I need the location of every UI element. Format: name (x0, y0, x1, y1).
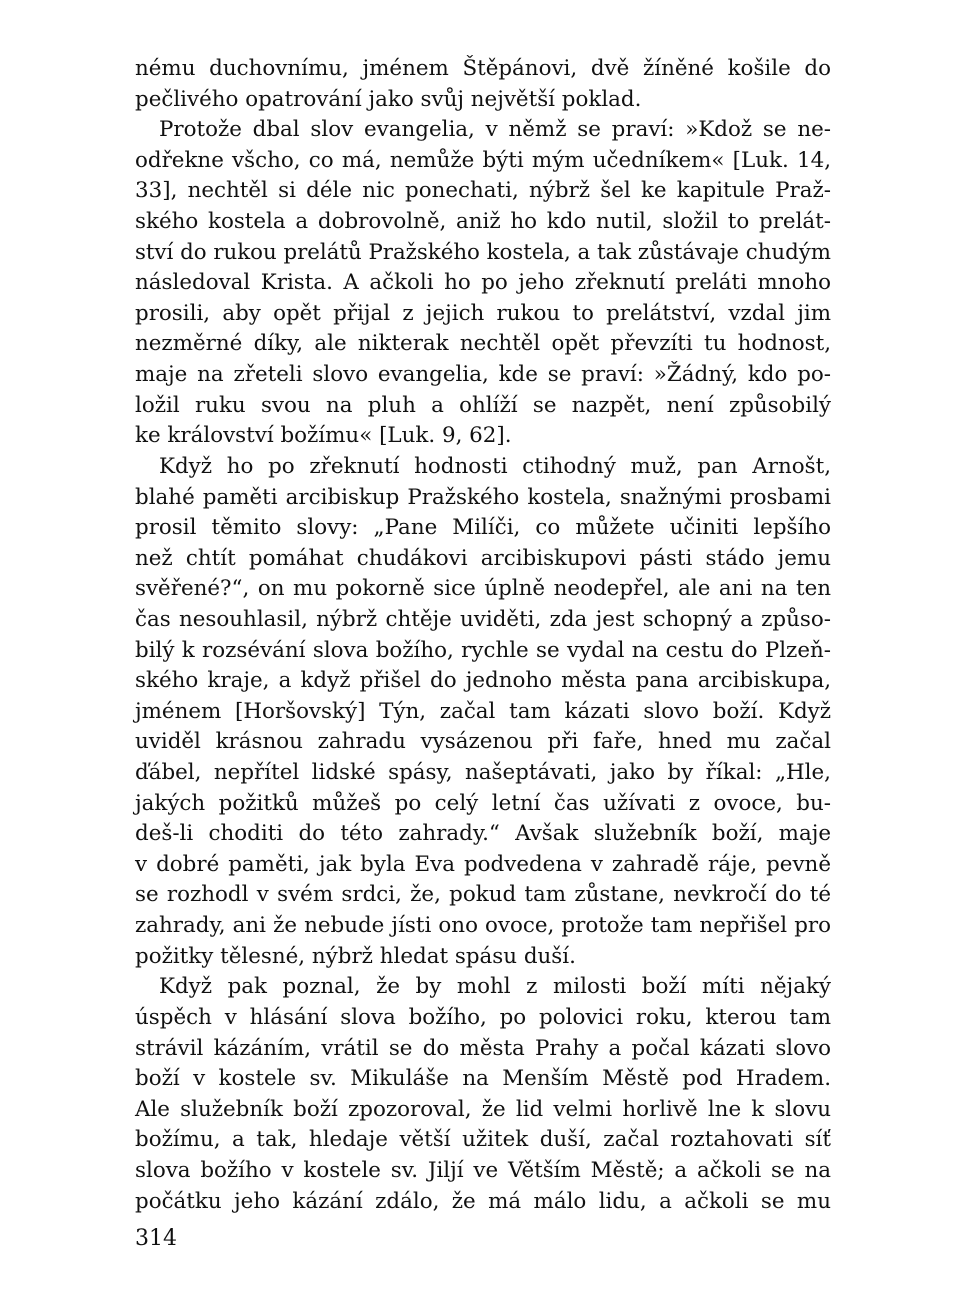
text-line: slova božího v kostele sv. Jiljí ve Větším Městě; a ačkoli se na (135, 1157, 831, 1183)
text-line: božímu, a tak, hledaje větší užitek duší, začal roztahovati síť (135, 1127, 831, 1153)
text-line: svěřené?“, on mu pokorně sice úplně neodepřel, ale ani na ten (135, 576, 831, 602)
text-line: maje na zřeteli slovo evangelia, kde se praví: »Žádný, kdo po- (135, 362, 831, 388)
page-number: 314 (135, 1226, 177, 1251)
text-line: počátku jeho kázání zdálo, že má málo lidu, a ačkoli se mu (135, 1188, 831, 1214)
text-line: požitky tělesné, nýbrž hledat spásu duší. (135, 943, 576, 969)
text-line: čas nesouhlasil, nýbrž chtěje uviděti, zda jest schopný a způso- (135, 606, 831, 632)
text-line: úspěch v hlásání slova božího, po polovici roku, kterou tam (135, 1004, 831, 1030)
text-line: blahé paměti arcibiskup Pražského kostela, snažnými prosbami (135, 484, 831, 510)
text-line: ství do rukou prelátů Pražského kostela, a tak zůstávaje chudým (135, 239, 831, 265)
text-line: jménem [Horšovský] Týn, začal tam kázati slovo boží. Když (135, 698, 831, 724)
text-line: zahrady, ani že nebude jísti ono ovoce, protože tam nepřišel pro (135, 913, 831, 939)
text-line: než chtít pomáhat chudákovi arcibiskupovi pásti stádo jemu (135, 545, 831, 571)
body-text (135, 54, 831, 1217)
text-line: bilý k rozsévání slova božího, rychle se vydal na cestu do Plzeň- (135, 637, 831, 663)
text-line: ského kraje, a když přišel do jednoho města pana arcibiskupa, (135, 668, 831, 694)
text-line: uviděl krásnou zahradu vysázenou při faře, hned mu začal (135, 729, 831, 755)
text-line: Když ho po zřeknutí hodnosti ctihodný muž, pan Arnošt, (159, 453, 831, 479)
text-line: odřekne všcho, co má, nemůže býti mým učedníkem« [Luk. 14, (135, 147, 831, 173)
text-line: ďábel, nepřítel lidské spásy, našeptávati, jako by říkal: „Hle, (135, 760, 831, 786)
text-line: ského kostela a dobrovolně, aniž ho kdo nutil, složil to prelát- (135, 209, 831, 235)
text-line: ke království božímu« [Luk. 9, 62]. (135, 423, 512, 449)
text-line: 33], nechtěl si déle nic ponechati, nýbrž šel ke kapitule Praž- (135, 178, 831, 204)
text-line: pečlivého opatrování jako svůj největší poklad. (135, 86, 642, 112)
text-line: boží v kostele sv. Mikuláše na Menším Městě pod Hradem. (135, 1066, 831, 1092)
text-line: deš-li choditi do této zahrady.“ Avšak služebník boží, maje (135, 821, 831, 847)
text-line: nému duchovnímu, jménem Štěpánovi, dvě žíněné košile do (135, 56, 831, 81)
text-line: strávil kázáním, vrátil se do města Prahy a počal kázati slovo (135, 1035, 831, 1061)
text-line: následoval Krista. A ačkoli ho po jeho zřeknutí preláti mnoho (135, 270, 831, 296)
text-line: nezměrné díky, ale nikterak nechtěl opět převzíti tu hodnost, (135, 331, 831, 357)
text-line: se rozhodl v svém srdci, že, pokud tam zůstane, nevkročí do té (135, 882, 831, 908)
text-line: Protože dbal slov evangelia, v němž se praví: »Kdož se ne- (159, 117, 831, 143)
text-line: jakých požitků můžeš po celý letní čas užívati z ovoce, bu- (135, 790, 831, 816)
text-line: prosil těmito slovy: „Pane Milíči, co můžete učiniti lepšího (135, 515, 831, 541)
text-line: prosili, aby opět přijal z jejich rukou to prelátství, vzdal jim (135, 300, 831, 326)
text-line: v dobré paměti, jak byla Eva podvedena v zahradě ráje, pevně (135, 851, 831, 877)
text-line: Když pak poznal, že by mohl z milosti boží míti nějaký (159, 974, 831, 1000)
text-line: ložil ruku svou na pluh a ohlíží se nazpět, není způsobilý (135, 392, 831, 418)
text-line: Ale služebník boží zpozoroval, že lid velmi horlivě lne k slovu (135, 1096, 831, 1122)
